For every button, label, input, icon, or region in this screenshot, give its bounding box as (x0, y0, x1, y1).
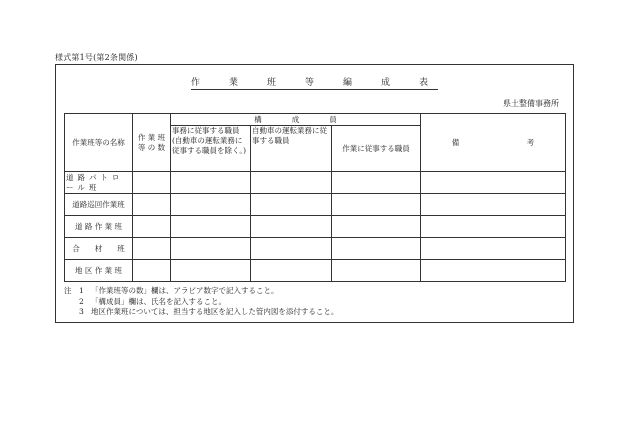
cell (133, 260, 171, 282)
row-name: 道路巡回作業班 (65, 194, 133, 216)
table-row (65, 260, 566, 282)
header-workers: 作業に従事する職員 (332, 126, 421, 172)
header-drivers: 自動車の運転業務に従事する職員 (251, 126, 332, 172)
cell (251, 238, 332, 260)
table-row (65, 216, 566, 238)
note-number: 2 (79, 296, 84, 306)
cell (171, 238, 251, 260)
header-members: 構 成 員 (171, 114, 421, 126)
cell (421, 172, 566, 194)
cell (171, 260, 251, 282)
form-frame (55, 64, 574, 323)
note-item (64, 297, 338, 308)
cell (421, 216, 566, 238)
cell (332, 216, 421, 238)
cell (332, 194, 421, 216)
header-name: 作業班等の名称 (65, 114, 133, 172)
table-row (65, 172, 566, 194)
cell (133, 238, 171, 260)
cell (251, 172, 332, 194)
notes (64, 286, 338, 318)
table-row (65, 194, 566, 216)
note-text: 地区作業班については、担当する地区を記入した管内図を添付すること。 (91, 307, 339, 316)
cell (421, 238, 566, 260)
table-row (65, 238, 566, 260)
cell (133, 216, 171, 238)
note-number: 1 (79, 286, 84, 295)
cell (332, 260, 421, 282)
header-remarks: 備 考 (421, 114, 566, 172)
header-count: 作 業 班 等 の 数 (133, 114, 171, 172)
cell (133, 194, 171, 216)
cell (251, 216, 332, 238)
row-name: 道路パトロール班 (65, 172, 133, 194)
row-name: 地 区 作 業 班 (65, 260, 133, 282)
form-title (56, 75, 573, 88)
form-number: 様式第1号(第2条関係) (55, 53, 138, 62)
cell (171, 194, 251, 216)
note-item (64, 286, 338, 297)
cell (133, 172, 171, 194)
cell (251, 260, 332, 282)
note-text: 「構成員」欄は、氏名を記入すること。 (91, 296, 226, 306)
form-title-text: 作 業 班 等 編 成 表 (190, 78, 438, 88)
header-office-staff: 事務に従事する職員(自動車の運転業務に従事する職員を除く。) (171, 126, 251, 172)
row-name: 合 材 班 (65, 238, 133, 260)
note-number: 3 (79, 307, 84, 316)
note-text: 「作業班等の数」欄は、アラビア数字で記入すること。 (91, 286, 279, 295)
cell (421, 260, 566, 282)
cell (332, 238, 421, 260)
notes-label: 注 (64, 286, 72, 295)
cell (251, 194, 332, 216)
organization-table (64, 113, 566, 282)
note-item (64, 307, 338, 318)
cell (332, 172, 421, 194)
cell (171, 172, 251, 194)
cell (421, 194, 566, 216)
cell (171, 216, 251, 238)
row-name: 道 路 作 業 班 (65, 216, 133, 238)
office-name: 県土整備事務所 (503, 99, 559, 108)
